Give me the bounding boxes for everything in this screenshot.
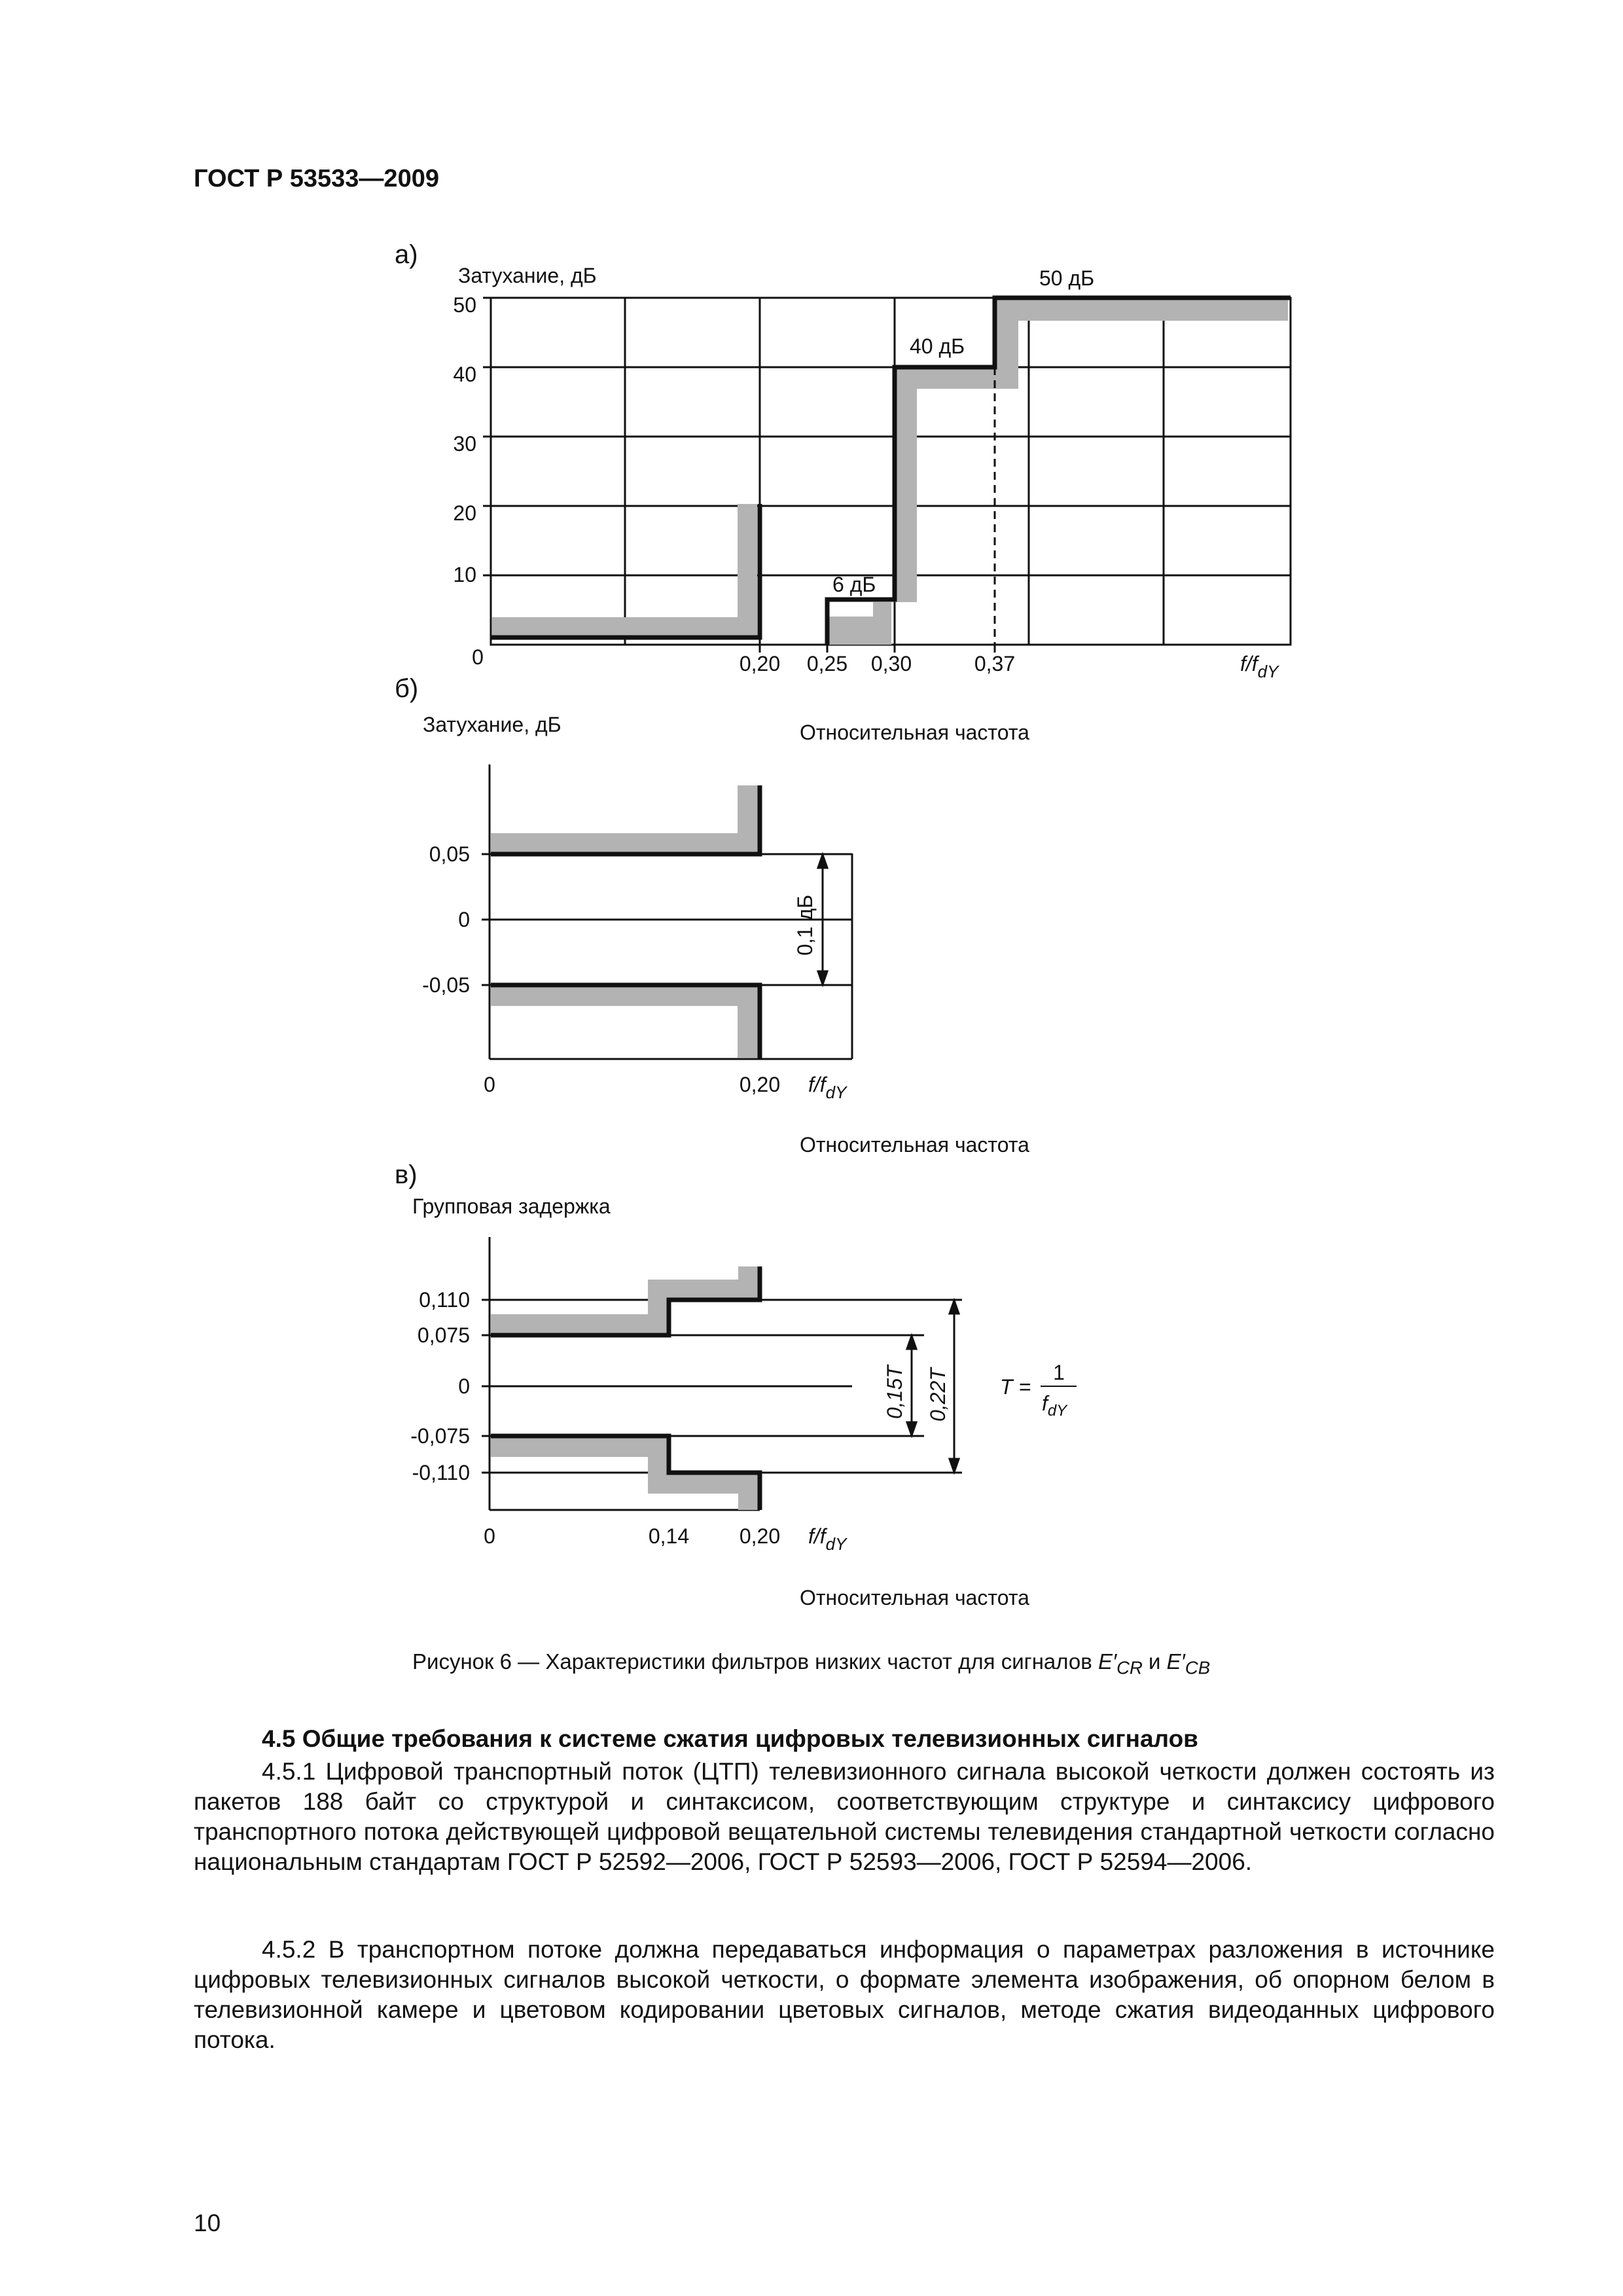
panel-b-origin: 0 <box>484 1073 495 1096</box>
panel-a-xtick: 0,37 <box>974 652 1016 675</box>
panel-a-annotation-6db: 6 дБ <box>832 573 876 596</box>
panel-c-xtick: 0,20 <box>739 1524 781 1548</box>
panel-a-tolerance-band <box>492 300 1288 645</box>
panel-c-origin: 0 <box>484 1524 495 1548</box>
panel-b-dimension-label: 0,1 дБ <box>793 894 817 956</box>
panel-a-grid <box>491 298 1291 645</box>
panel-c-dimension-inner-label: 0,15T <box>883 1365 906 1419</box>
panel-b-xtick: 0,20 <box>739 1073 781 1096</box>
panel-a-label: а) <box>395 240 418 269</box>
panel-a-ytick: 40 <box>453 363 476 386</box>
panel-b-limit-lines <box>491 785 760 1059</box>
panel-b-ylabel: Затухание, дБ <box>423 713 562 736</box>
panel-c-ytick: -0,110 <box>412 1461 470 1484</box>
page-number: 10 <box>194 2210 221 2236</box>
panel-c <box>395 1160 1077 1609</box>
panel-c-ytick: 0,110 <box>419 1288 470 1312</box>
figure-caption: Рисунок 6 — Характеристики фильтров низких частот для сигналов $E'_{CR}$ и $E'_{CB}$ <box>412 1649 1211 1678</box>
panel-b-xlabel-top: Относительная частота <box>800 721 1029 744</box>
svg-text:fdY: $f_{dY}$ <box>1042 1391 1067 1420</box>
panel-a-xtick: 0,25 <box>806 652 848 675</box>
panel-c-xvar: $f/f_{dY}$ <box>808 1524 847 1554</box>
section-heading: 4.5 Общие требования к системе сжатия цифровых телевизионных сигналов <box>262 1725 1198 1752</box>
svg-text:T =: T = <box>1000 1375 1031 1399</box>
panel-a-xvar: $f/f_{dY}$ <box>1240 652 1279 681</box>
panel-b-label: б) <box>395 674 419 703</box>
panel-c-formula <box>1000 1361 1077 1420</box>
panel-b-tolerance-band <box>491 785 759 1058</box>
panel-c-xlabel: Относительная частота <box>800 1586 1029 1609</box>
panel-c-ytick: -0,075 <box>410 1424 470 1448</box>
panel-a-ytick: 20 <box>453 501 476 525</box>
panel-c-ylabel: Групповая задержка <box>412 1194 611 1218</box>
panel-a-ylabel: Затухание, дБ <box>458 264 597 287</box>
panel-c-xtick: 0,14 <box>648 1524 690 1548</box>
panel-a <box>395 240 1291 681</box>
panel-a-ytick: 10 <box>453 563 476 586</box>
paragraph-4-5-2: 4.5.2 В транспортном потоке должна передаваться информация о параметрах разложения в источнике цифровых телевизионных сигналов высокой четкости, о формате элемента изображения, об опорном белом в телевизионной камере и цветовом кодировании цветовых сигналов, методе сжатия видеоданных цифрового потока. <box>194 1936 1495 2053</box>
panel-a-ytick: 30 <box>453 432 476 456</box>
panel-a-origin: 0 <box>472 645 484 669</box>
panel-c-ytick: 0 <box>458 1374 470 1398</box>
panel-a-annotation-40db: 40 дБ <box>910 334 965 358</box>
panel-a-ytick: 50 <box>453 293 476 317</box>
panel-a-xtick: 0,20 <box>739 652 781 675</box>
panel-b-ytick: -0,05 <box>422 973 470 997</box>
panel-b-xvar: $f/f_{dY}$ <box>808 1073 847 1102</box>
panel-b-ytick: 0,05 <box>429 842 470 866</box>
panel-a-xtick: 0,30 <box>870 652 912 675</box>
panel-c-label: в) <box>395 1160 418 1189</box>
panel-b <box>395 674 1029 1157</box>
svg-text:1: 1 <box>1053 1361 1065 1384</box>
panel-a-limit-line-2 <box>827 298 1291 645</box>
panel-b-ytick: 0 <box>458 908 470 931</box>
panel-c-dimension-outer <box>950 1300 959 1472</box>
panel-a-annotation-50db: 50 дБ <box>1039 266 1095 290</box>
panel-c-ytick: 0,075 <box>417 1323 470 1347</box>
document-header: ГОСТ Р 53533—2009 <box>194 165 439 192</box>
panel-b-xlabel: Относительная частота <box>800 1133 1029 1157</box>
panel-c-dimension-outer-label: 0,22T <box>926 1368 950 1422</box>
panel-c-dimension-inner <box>907 1336 916 1435</box>
paragraph-4-5-1: 4.5.1 Цифровой транспортный поток (ЦТП) телевизионного сигнала высокой четкости должен состоять из пакетов 188 байт со структурой и синтаксисом, соответствующим структуре и синтаксису цифрового транспортного потока действующей цифровой вещательной системы телевидения стандартной четкости согласно национальным стандартам ГОСТ Р 52592—2006, ГОСТ Р 52593—2006, ГОСТ Р 52594—2006. <box>194 1758 1495 1875</box>
